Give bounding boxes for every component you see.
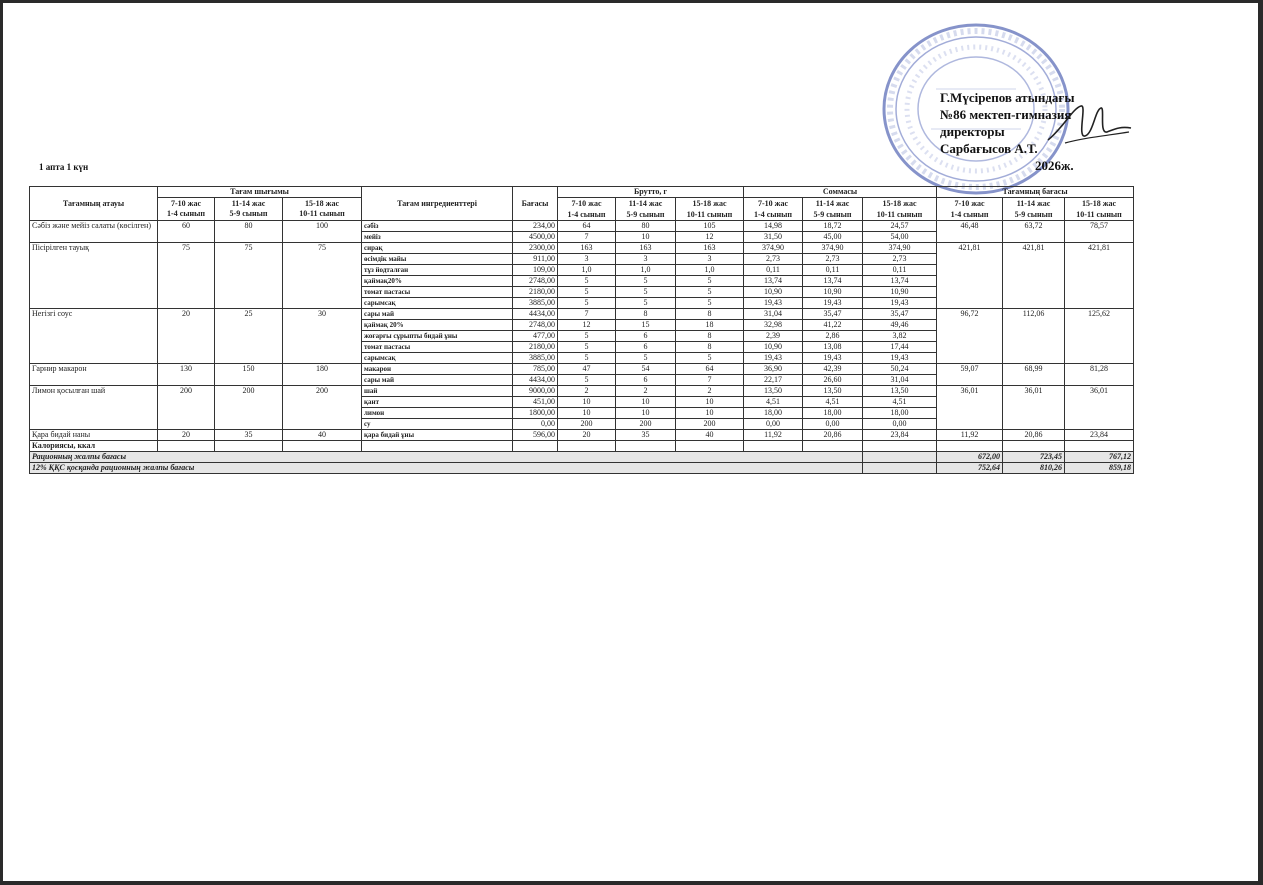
header-brutto-group-3: 15-18 жас 10-11 сынып (676, 198, 744, 221)
ingredient-sum: 18,00 (863, 408, 937, 419)
dish-price: 23,84 (1065, 430, 1134, 441)
ingredient-brutto: 10 (676, 408, 744, 419)
header-yield-group-3: 15-18 жас 10-11 сынып (283, 198, 362, 221)
ingredient-brutto: 5 (616, 353, 676, 364)
ingredient-price: 2748,00 (513, 320, 558, 331)
ingredient-sum: 35,47 (863, 309, 937, 320)
ingredient-sum: 13,50 (744, 386, 803, 397)
ingredient-price: 2748,00 (513, 276, 558, 287)
ingredient-price: 4434,00 (513, 375, 558, 386)
table-footer (30, 441, 1134, 474)
ingredient-name: қаймақ20% (362, 276, 513, 287)
total-label: Рационның жалпы бағасы (30, 452, 863, 463)
dish-price: 36,01 (937, 386, 1003, 430)
ingredient-brutto: 1,0 (558, 265, 616, 276)
ingredient-sum: 0,00 (863, 419, 937, 430)
header-dish-price-group-1: 7-10 жас 1-4 сынып (937, 198, 1003, 221)
ingredient-brutto: 12 (676, 232, 744, 243)
ingredient-brutto: 163 (616, 243, 676, 254)
header-dish-price-group-2: 11-14 жас 5-9 сынып (1003, 198, 1065, 221)
header-brutto: Брутто, г (558, 187, 744, 198)
ingredient-brutto: 47 (558, 364, 616, 375)
dish-yield: 35 (215, 430, 283, 441)
ingredient-brutto: 7 (558, 232, 616, 243)
total-vat-label: 12% ҚҚС қосқанда рационның жалпы бағасы (30, 463, 863, 474)
dish-price: 36,01 (1003, 386, 1065, 430)
dish-name: Негізгі соус (30, 309, 158, 364)
table-header (30, 187, 1134, 221)
calories-row (30, 441, 1134, 452)
ingredient-brutto: 1,0 (616, 265, 676, 276)
ingredient-brutto: 5 (676, 276, 744, 287)
dish-price: 59,07 (937, 364, 1003, 386)
ingredient-sum: 4,51 (744, 397, 803, 408)
ingredient-brutto: 12 (558, 320, 616, 331)
total-vat-row (30, 463, 1134, 474)
ingredient-brutto: 10 (676, 397, 744, 408)
ingredient-name: макарон (362, 364, 513, 375)
total-vat-value-1: 752,64 (937, 463, 1003, 474)
dish-price: 421,81 (1003, 243, 1065, 309)
ingredient-sum: 42,39 (803, 364, 863, 375)
ingredient-row (30, 386, 1134, 397)
dish-yield: 200 (283, 386, 362, 430)
ingredient-row (30, 430, 1134, 441)
ingredient-brutto: 6 (616, 375, 676, 386)
dish-yield: 200 (158, 386, 215, 430)
ingredient-brutto: 10 (616, 232, 676, 243)
ingredient-price: 785,00 (513, 364, 558, 375)
ingredient-brutto: 5 (558, 331, 616, 342)
ingredient-brutto: 10 (558, 408, 616, 419)
ingredient-sum: 31,50 (744, 232, 803, 243)
ingredient-brutto: 105 (676, 221, 744, 232)
ingredient-price: 4434,00 (513, 309, 558, 320)
ingredient-brutto: 5 (676, 298, 744, 309)
ingredient-row (30, 243, 1134, 254)
ingredient-brutto: 6 (616, 331, 676, 342)
ingredient-sum: 23,84 (863, 430, 937, 441)
week-day-label: 1 апта 1 күн (39, 162, 89, 172)
ingredient-sum: 10,90 (803, 287, 863, 298)
dish-name: Пісірілген тауық (30, 243, 158, 309)
ingredient-sum: 0,11 (744, 265, 803, 276)
dish-name: Гарнир макарон (30, 364, 158, 386)
ingredient-sum: 45,00 (803, 232, 863, 243)
ingredient-name: сарымсақ (362, 353, 513, 364)
header-dish-name: Тағамның атауы (30, 187, 158, 221)
dish-yield: 20 (158, 430, 215, 441)
header-yield: Тағам шығымы (158, 187, 362, 198)
ingredient-sum: 14,98 (744, 221, 803, 232)
ingredient-sum: 19,43 (803, 353, 863, 364)
ingredient-sum: 18,00 (744, 408, 803, 419)
ingredient-brutto: 200 (616, 419, 676, 430)
total-row (30, 452, 1134, 463)
ingredient-name: сәбіз (362, 221, 513, 232)
ingredient-row (30, 309, 1134, 320)
approval-line-number: №86 мектеп-гимназия (940, 107, 1072, 122)
total-value-1: 672,00 (937, 452, 1003, 463)
ingredient-brutto: 5 (558, 287, 616, 298)
ingredient-name: сары май (362, 309, 513, 320)
ingredient-sum: 41,22 (803, 320, 863, 331)
dish-price: 11,92 (937, 430, 1003, 441)
ingredient-brutto: 5 (558, 342, 616, 353)
ingredient-brutto: 8 (616, 309, 676, 320)
ingredient-brutto: 5 (676, 287, 744, 298)
header-yield-group-2: 11-14 жас 5-9 сынып (215, 198, 283, 221)
dish-yield: 80 (215, 221, 283, 243)
dish-yield: 60 (158, 221, 215, 243)
ingredient-brutto: 10 (558, 397, 616, 408)
ingredient-sum: 19,43 (863, 298, 937, 309)
ingredient-price: 0,00 (513, 419, 558, 430)
ingredient-brutto: 8 (676, 309, 744, 320)
ingredient-sum: 0,00 (803, 419, 863, 430)
total-vat-value-3: 859,18 (1065, 463, 1134, 474)
ingredient-brutto: 54 (616, 364, 676, 375)
ingredient-name: жоғарғы сұрыпты бидай ұны (362, 331, 513, 342)
header-amount: Соммасы (744, 187, 937, 198)
ingredient-name: томат пастасы (362, 342, 513, 353)
ingredient-price: 1800,00 (513, 408, 558, 419)
ingredient-name: сары май (362, 375, 513, 386)
ingredient-brutto: 1,0 (676, 265, 744, 276)
header-price: Бағасы (513, 187, 558, 221)
ingredient-sum: 4,51 (863, 397, 937, 408)
ingredient-brutto: 7 (676, 375, 744, 386)
dish-name: Сәбіз және мейіз салаты (көсілген) (30, 221, 158, 243)
header-ingredients: Тағам ингредиенттері (362, 187, 513, 221)
header-amount-group-3: 15-18 жас 10-11 сынып (863, 198, 937, 221)
calories-label: Калориясы, ккал (30, 441, 158, 452)
dish-price: 46,48 (937, 221, 1003, 243)
dish-price: 36,01 (1065, 386, 1134, 430)
signature-icon (1043, 98, 1133, 158)
dish-yield: 20 (158, 309, 215, 364)
header-yield-group-1: 7-10 жас 1-4 сынып (158, 198, 215, 221)
approval-line-school: Г.Мүсірепов атындағы (940, 90, 1075, 105)
ingredient-price: 234,00 (513, 221, 558, 232)
ingredient-price: 4500,00 (513, 232, 558, 243)
ingredient-sum: 54,00 (863, 232, 937, 243)
ingredient-price: 451,00 (513, 397, 558, 408)
ingredient-sum: 31,04 (863, 375, 937, 386)
dish-price: 421,81 (937, 243, 1003, 309)
ingredient-brutto: 163 (676, 243, 744, 254)
ingredient-sum: 10,90 (863, 287, 937, 298)
ingredient-brutto: 10 (616, 397, 676, 408)
ingredient-sum: 13,08 (803, 342, 863, 353)
dish-yield: 30 (283, 309, 362, 364)
ingredient-price: 3885,00 (513, 353, 558, 364)
ingredient-brutto: 5 (676, 353, 744, 364)
ingredient-brutto: 5 (616, 298, 676, 309)
ingredient-brutto: 8 (676, 342, 744, 353)
ingredient-name: сирақ (362, 243, 513, 254)
ingredient-name: шай (362, 386, 513, 397)
ingredient-sum: 374,90 (863, 243, 937, 254)
ingredient-sum: 36,90 (744, 364, 803, 375)
dish-price: 78,57 (1065, 221, 1134, 243)
ingredient-price: 2180,00 (513, 287, 558, 298)
ingredient-sum: 50,24 (863, 364, 937, 375)
dish-yield: 75 (283, 243, 362, 309)
ingredient-sum: 35,47 (803, 309, 863, 320)
ingredient-sum: 2,73 (863, 254, 937, 265)
ingredient-brutto: 200 (558, 419, 616, 430)
ingredient-brutto: 2 (558, 386, 616, 397)
ingredient-sum: 26,60 (803, 375, 863, 386)
ingredient-sum: 10,90 (744, 287, 803, 298)
ingredient-sum: 0,00 (744, 419, 803, 430)
header-dish-price-group-3: 15-18 жас 10-11 сынып (1065, 198, 1134, 221)
ingredient-sum: 18,00 (803, 408, 863, 419)
ingredient-sum: 24,57 (863, 221, 937, 232)
ingredient-sum: 11,92 (744, 430, 803, 441)
ingredient-sum: 2,39 (744, 331, 803, 342)
ingredient-sum: 10,90 (744, 342, 803, 353)
ingredient-sum: 19,43 (744, 353, 803, 364)
ingredient-row (30, 221, 1134, 232)
ingredient-brutto: 3 (616, 254, 676, 265)
dish-yield: 75 (158, 243, 215, 309)
dish-yield: 150 (215, 364, 283, 386)
ingredient-name: су (362, 419, 513, 430)
ingredient-brutto: 64 (676, 364, 744, 375)
ingredient-sum: 13,50 (803, 386, 863, 397)
ingredient-name: тұз йодталған (362, 265, 513, 276)
dish-price: 20,86 (1003, 430, 1065, 441)
ingredient-brutto: 80 (616, 221, 676, 232)
ingredient-brutto: 10 (616, 408, 676, 419)
ingredient-sum: 0,11 (863, 265, 937, 276)
ingredient-sum: 31,04 (744, 309, 803, 320)
dish-yield: 75 (215, 243, 283, 309)
dish-yield: 180 (283, 364, 362, 386)
menu-table (29, 186, 1134, 474)
ingredient-sum: 2,73 (803, 254, 863, 265)
approval-line-title: директоры (940, 124, 1005, 139)
ingredient-name: өсімдік майы (362, 254, 513, 265)
table-body (30, 221, 1134, 441)
ingredient-brutto: 7 (558, 309, 616, 320)
header-brutto-group-1: 7-10 жас 1-4 сынып (558, 198, 616, 221)
ingredient-brutto: 6 (616, 342, 676, 353)
ingredient-sum: 374,90 (744, 243, 803, 254)
ingredient-sum: 13,74 (744, 276, 803, 287)
ingredient-price: 109,00 (513, 265, 558, 276)
ingredient-sum: 17,44 (863, 342, 937, 353)
ingredient-sum: 19,43 (744, 298, 803, 309)
ingredient-brutto: 64 (558, 221, 616, 232)
document-page (3, 3, 1258, 881)
ingredient-price: 9000,00 (513, 386, 558, 397)
ingredient-brutto: 2 (616, 386, 676, 397)
dish-yield: 25 (215, 309, 283, 364)
ingredient-brutto: 5 (616, 287, 676, 298)
ingredient-sum: 374,90 (803, 243, 863, 254)
dish-yield: 40 (283, 430, 362, 441)
header-brutto-group-2: 11-14 жас 5-9 сынып (616, 198, 676, 221)
ingredient-name: мейіз (362, 232, 513, 243)
ingredient-name: қант (362, 397, 513, 408)
ingredient-brutto: 5 (558, 298, 616, 309)
dish-price: 81,28 (1065, 364, 1134, 386)
ingredient-brutto: 5 (558, 276, 616, 287)
ingredient-price: 2300,00 (513, 243, 558, 254)
total-vat-value-2: 810,26 (1003, 463, 1065, 474)
ingredient-price: 911,00 (513, 254, 558, 265)
ingredient-sum: 22,17 (744, 375, 803, 386)
ingredient-brutto: 3 (676, 254, 744, 265)
dish-yield: 100 (283, 221, 362, 243)
ingredient-price: 2180,00 (513, 342, 558, 353)
header-dish-price: Тағамның бағасы (937, 187, 1134, 198)
ingredient-brutto: 5 (558, 353, 616, 364)
ingredient-sum: 2,86 (803, 331, 863, 342)
ingredient-brutto: 8 (676, 331, 744, 342)
ingredient-price: 477,00 (513, 331, 558, 342)
ingredient-sum: 19,43 (803, 298, 863, 309)
ingredient-brutto: 35 (616, 430, 676, 441)
ingredient-brutto: 18 (676, 320, 744, 331)
ingredient-name: лимон (362, 408, 513, 419)
dish-price: 96,72 (937, 309, 1003, 364)
approval-date: 2026ж. (1035, 158, 1074, 173)
ingredient-price: 3885,00 (513, 298, 558, 309)
dish-price: 125,62 (1065, 309, 1134, 364)
ingredient-sum: 20,86 (803, 430, 863, 441)
ingredient-brutto: 40 (676, 430, 744, 441)
ingredient-sum: 0,11 (803, 265, 863, 276)
ingredient-name: қара бидай ұны (362, 430, 513, 441)
dish-yield: 130 (158, 364, 215, 386)
ingredient-sum: 3,82 (863, 331, 937, 342)
ingredient-name: сарымсақ (362, 298, 513, 309)
ingredient-brutto: 5 (558, 375, 616, 386)
ingredient-price: 596,00 (513, 430, 558, 441)
ingredient-brutto: 2 (676, 386, 744, 397)
dish-yield: 200 (215, 386, 283, 430)
dish-price: 112,06 (1003, 309, 1065, 364)
approval-line-director: Сарбағысов А.Т. (940, 141, 1038, 156)
ingredient-sum: 4,51 (803, 397, 863, 408)
ingredient-brutto: 163 (558, 243, 616, 254)
ingredient-sum: 49,46 (863, 320, 937, 331)
ingredient-brutto: 3 (558, 254, 616, 265)
ingredient-sum: 19,43 (863, 353, 937, 364)
ingredient-sum: 2,73 (744, 254, 803, 265)
ingredient-brutto: 15 (616, 320, 676, 331)
ingredient-sum: 13,74 (803, 276, 863, 287)
ingredient-sum: 13,74 (863, 276, 937, 287)
dish-price: 421,81 (1065, 243, 1134, 309)
ingredient-brutto: 20 (558, 430, 616, 441)
ingredient-sum: 13,50 (863, 386, 937, 397)
ingredient-name: томат пастасы (362, 287, 513, 298)
ingredient-brutto: 200 (676, 419, 744, 430)
header-amount-group-1: 7-10 жас 1-4 сынып (744, 198, 803, 221)
total-value-3: 767,12 (1065, 452, 1134, 463)
ingredient-name: қаймақ 20% (362, 320, 513, 331)
dish-name: Қара бидай наны (30, 430, 158, 441)
dish-price: 68,99 (1003, 364, 1065, 386)
dish-name: Лимон қосылған шай (30, 386, 158, 430)
ingredient-sum: 18,72 (803, 221, 863, 232)
ingredient-sum: 32,98 (744, 320, 803, 331)
total-value-2: 723,45 (1003, 452, 1065, 463)
ingredient-brutto: 5 (616, 276, 676, 287)
header-amount-group-2: 11-14 жас 5-9 сынып (803, 198, 863, 221)
dish-price: 63,72 (1003, 221, 1065, 243)
ingredient-row (30, 364, 1134, 375)
